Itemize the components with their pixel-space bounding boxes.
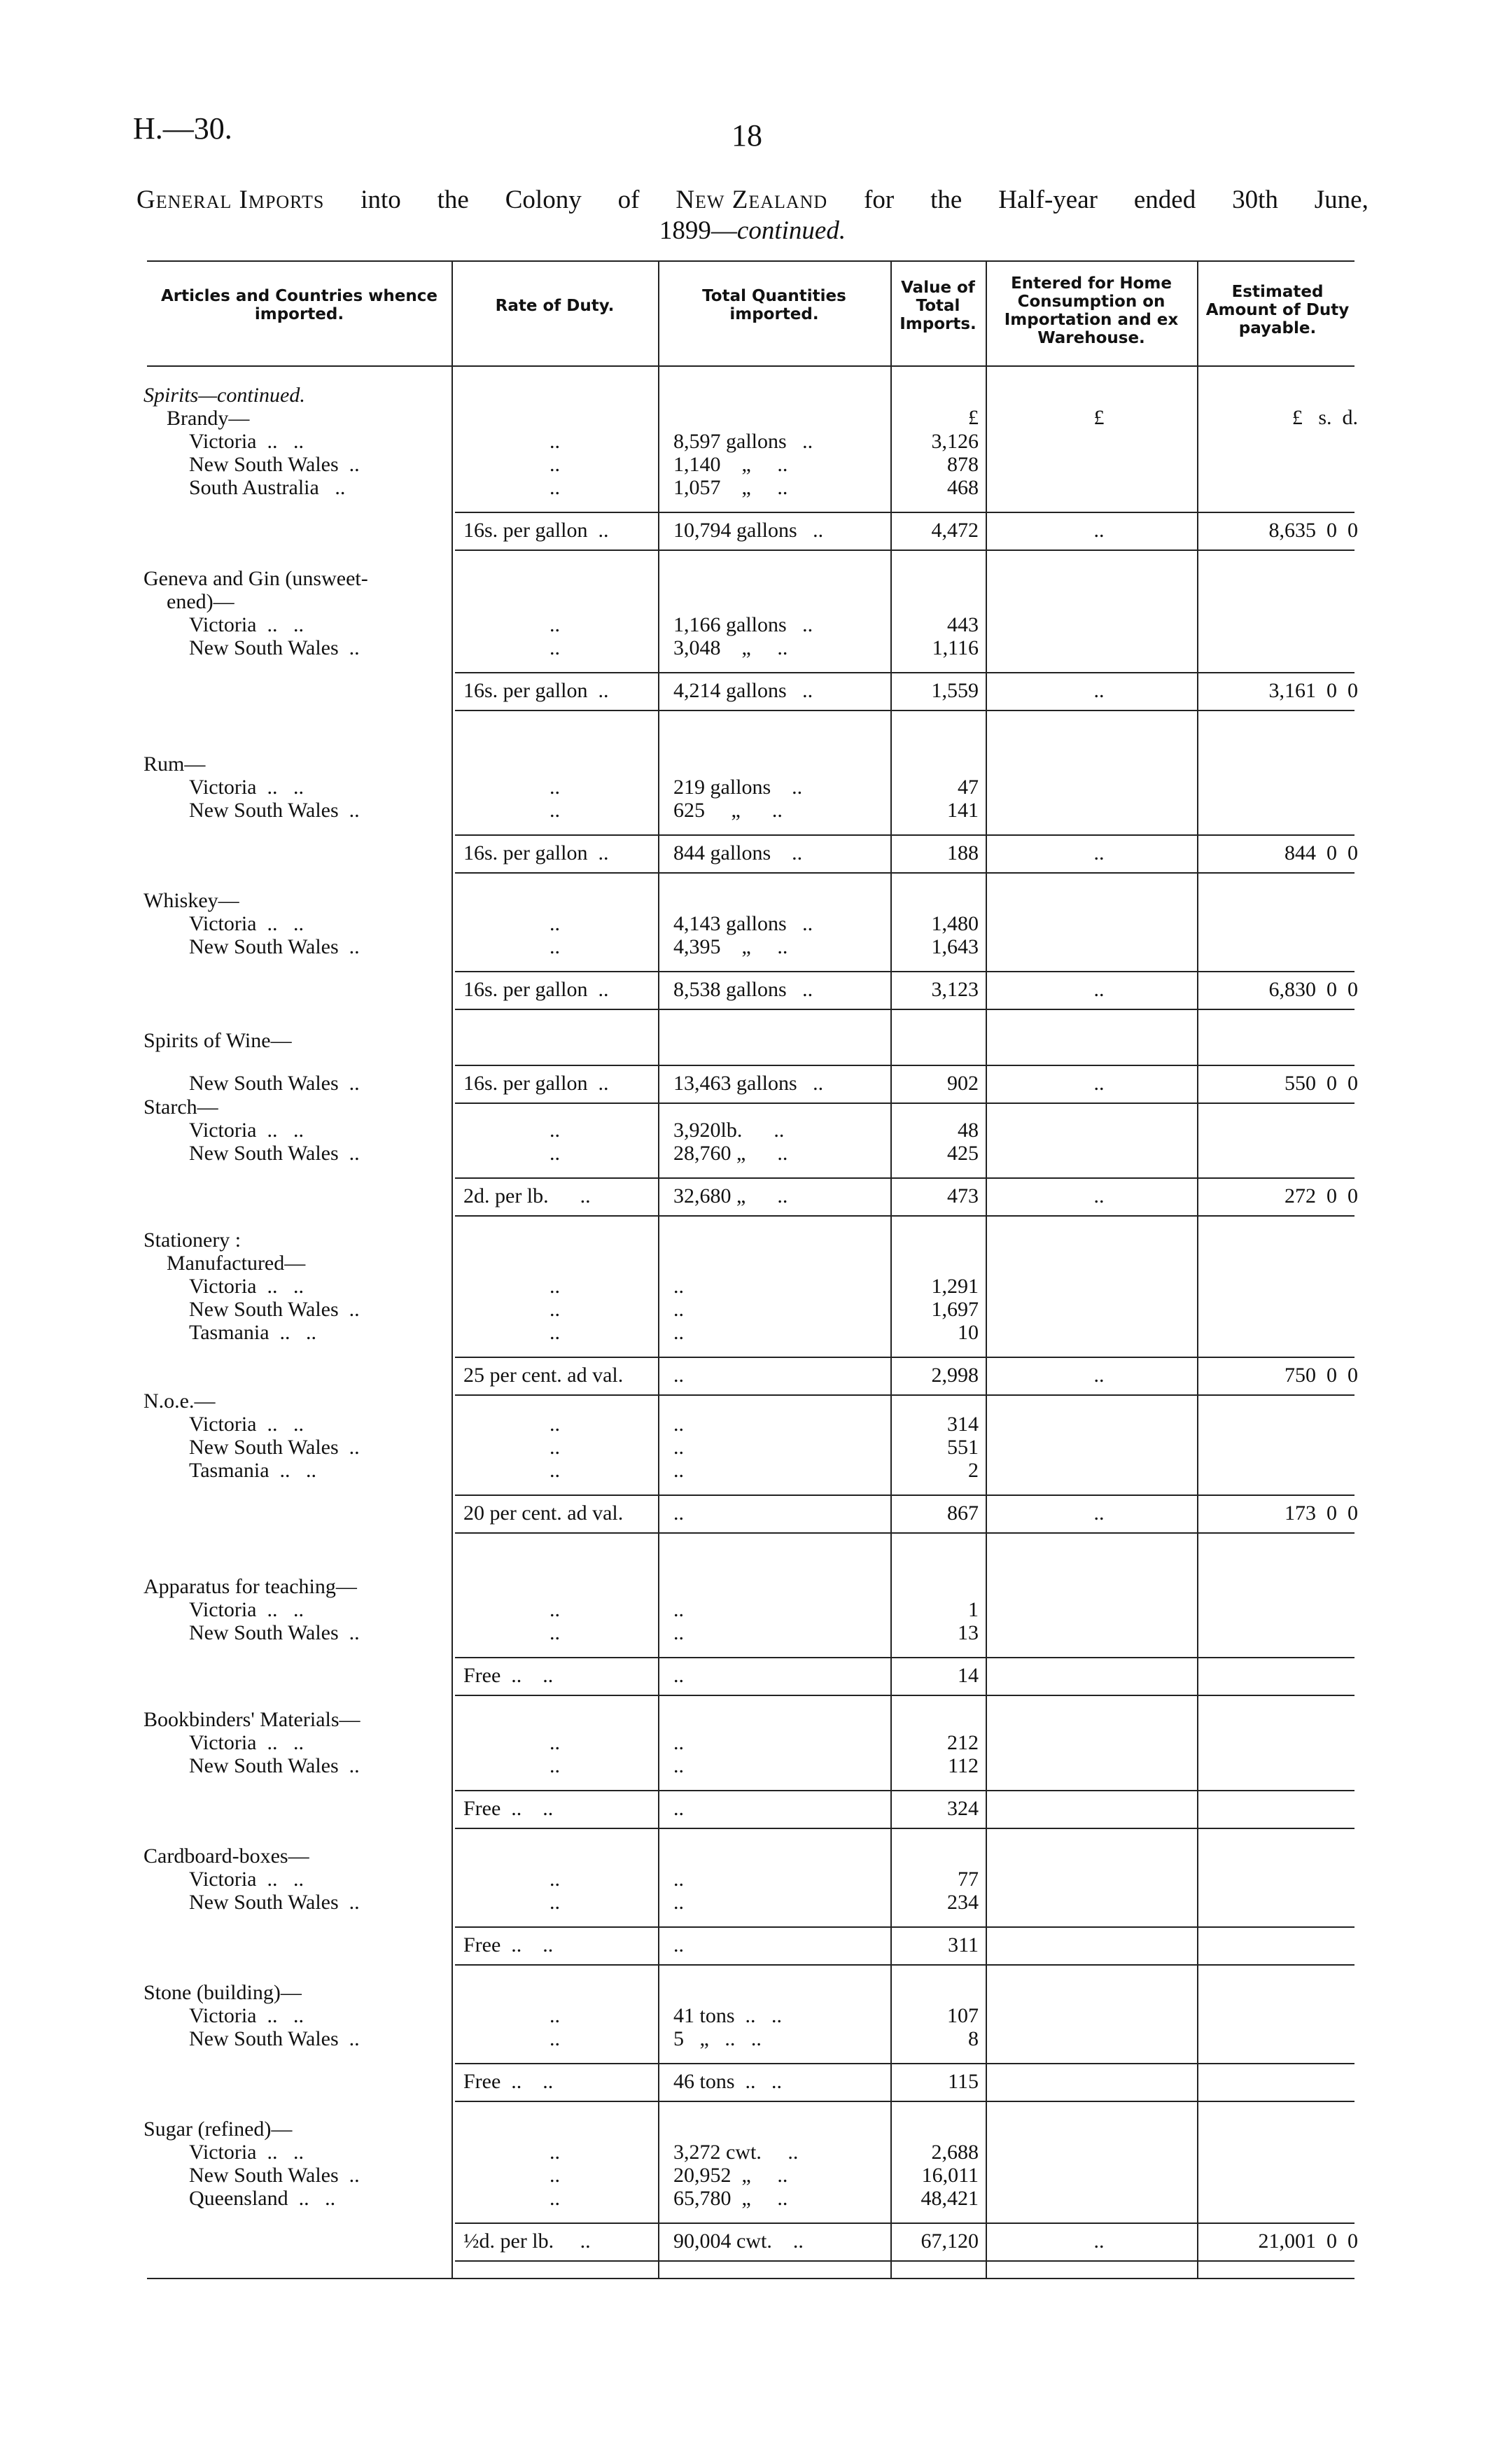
group-bottom-rule xyxy=(455,1964,1354,1966)
rate-cell: Free .. .. xyxy=(463,1664,554,1687)
quantity-cell: 4,214 gallons .. xyxy=(673,679,813,702)
value-cell: 1,116 xyxy=(932,636,979,659)
rate-cell: .. xyxy=(550,1436,560,1459)
title-word: 30th xyxy=(1232,186,1278,214)
rate-cell: .. xyxy=(550,1321,560,1344)
country-label: Victoria .. .. xyxy=(189,1598,304,1621)
unit-label-duty: £ s. d. xyxy=(1292,406,1358,429)
quantity-cell: .. xyxy=(673,1298,684,1321)
value-cell: 2,998 xyxy=(931,1364,979,1387)
group-total-rule xyxy=(455,1065,1354,1066)
country-label: Victoria .. .. xyxy=(189,2141,304,2164)
rate-cell: .. xyxy=(550,2141,560,2164)
rate-cell: 16s. per gallon .. xyxy=(463,841,609,864)
quantity-cell: .. xyxy=(673,1275,684,1298)
rate-cell: .. xyxy=(550,636,560,659)
title-word: the xyxy=(930,186,962,214)
rate-cell: .. xyxy=(550,1598,560,1621)
group-title: Spirits of Wine— xyxy=(144,1029,292,1052)
quantity-cell: 20,952 „ .. xyxy=(673,2164,788,2187)
country-label: New South Wales .. xyxy=(189,1891,360,1914)
header-bottom-rule xyxy=(147,365,1354,367)
duty-cell: 8,635 0 0 xyxy=(1268,519,1358,542)
country-label: South Australia .. xyxy=(189,476,346,499)
quantity-cell: 10,794 gallons .. xyxy=(673,519,824,542)
rate-cell: .. xyxy=(550,1413,560,1436)
title-word: into xyxy=(360,186,401,214)
quantity-cell: .. xyxy=(673,1797,684,1820)
group-subtitle: Brandy— xyxy=(167,407,250,430)
quantity-cell: .. xyxy=(673,1664,684,1687)
country-label: New South Wales .. xyxy=(189,1298,360,1321)
rate-cell: .. xyxy=(550,1868,560,1891)
quantity-cell: .. xyxy=(673,1598,684,1621)
value-cell: 234 xyxy=(947,1891,979,1914)
quantity-cell: .. xyxy=(673,1321,684,1344)
entered-cell: .. xyxy=(1093,978,1105,1001)
group-total-rule xyxy=(455,1926,1354,1928)
rate-cell: 16s. per gallon .. xyxy=(463,679,609,702)
value-cell: 425 xyxy=(947,1142,979,1165)
title-word: June, xyxy=(1314,186,1368,214)
header-top-rule xyxy=(147,260,1354,262)
quantity-cell: 46 tons .. .. xyxy=(673,2070,783,2093)
rate-cell: .. xyxy=(550,613,560,636)
col-header-duty: Estimated Amount of Duty payable. xyxy=(1205,283,1350,337)
country-label: Victoria .. .. xyxy=(189,1868,304,1891)
quantity-cell: 1,166 gallons .. xyxy=(673,613,813,636)
rate-cell: .. xyxy=(550,2187,560,2210)
country-label: Victoria .. .. xyxy=(189,2004,304,2027)
quantity-cell: 65,780 „ .. xyxy=(673,2187,788,2210)
quantity-cell: 32,680 „ .. xyxy=(673,1184,788,1208)
group-title: Bookbinders' Materials— xyxy=(144,1708,360,1731)
group-bottom-rule xyxy=(455,872,1354,874)
rate-cell: .. xyxy=(550,1731,560,1754)
country-label: New South Wales .. xyxy=(189,1142,360,1165)
title-word: General Imports xyxy=(136,186,325,214)
rate-cell: .. xyxy=(550,2164,560,2187)
rate-cell: 16s. per gallon .. xyxy=(463,978,609,1001)
group-title: Cardboard-boxes— xyxy=(144,1844,309,1868)
value-cell: 551 xyxy=(947,1436,979,1459)
group-bottom-rule xyxy=(455,1009,1354,1010)
value-cell: 878 xyxy=(947,453,979,476)
rate-cell: .. xyxy=(550,935,560,958)
group-total-rule xyxy=(455,672,1354,673)
entered-cell: .. xyxy=(1093,841,1105,864)
country-label: Victoria .. .. xyxy=(189,776,304,799)
quantity-cell: 1,057 „ .. xyxy=(673,476,788,499)
group-bottom-rule xyxy=(455,550,1354,551)
rate-cell: .. xyxy=(550,1298,560,1321)
country-label: Tasmania .. .. xyxy=(189,1459,317,1482)
quantity-cell: .. xyxy=(673,1933,684,1956)
value-cell: 3,126 xyxy=(931,430,979,453)
entered-cell: .. xyxy=(1093,1072,1105,1095)
rate-cell: 16s. per gallon .. xyxy=(463,519,609,542)
column-divider xyxy=(658,262,659,2278)
group-title: Starch— xyxy=(144,1096,218,1119)
quantity-cell: 4,143 gallons .. xyxy=(673,912,813,935)
rate-cell: Free .. .. xyxy=(463,2070,554,2093)
value-cell: 324 xyxy=(947,1797,979,1820)
unit-label-value: £ xyxy=(968,406,979,429)
value-cell: 311 xyxy=(948,1933,979,1956)
group-total-rule xyxy=(455,2063,1354,2064)
value-cell: 2,688 xyxy=(931,2141,979,2164)
col-header-entered: Entered for Home Consumption on Importation and ex Warehouse. xyxy=(1004,274,1179,347)
value-cell: 2 xyxy=(968,1459,979,1482)
group-title: Stationery : xyxy=(144,1228,241,1252)
value-cell: 1,480 xyxy=(931,912,979,935)
title-word: ended xyxy=(1133,186,1196,214)
value-cell: 212 xyxy=(947,1731,979,1754)
group-total-rule xyxy=(455,834,1354,836)
country-label: New South Wales .. xyxy=(189,1621,360,1644)
rate-cell: .. xyxy=(550,1891,560,1914)
value-cell: 107 xyxy=(947,2004,979,2027)
value-cell: 443 xyxy=(947,613,979,636)
value-cell: 3,123 xyxy=(931,978,979,1001)
value-cell: 314 xyxy=(947,1413,979,1436)
rate-cell: .. xyxy=(550,912,560,935)
group-title: Rum— xyxy=(144,752,206,776)
value-cell: 1,643 xyxy=(931,935,979,958)
quantity-cell: .. xyxy=(673,1502,684,1525)
country-label: New South Wales .. xyxy=(189,1072,360,1095)
group-bottom-rule xyxy=(455,2101,1354,2102)
value-cell: 48 xyxy=(958,1119,979,1142)
quantity-cell: 13,463 gallons .. xyxy=(673,1072,824,1095)
value-cell: 468 xyxy=(947,476,979,499)
group-title: Geneva and Gin (unsweet- xyxy=(144,567,368,590)
country-label: New South Wales .. xyxy=(189,453,360,476)
country-label: New South Wales .. xyxy=(189,2027,360,2050)
country-label: Victoria .. .. xyxy=(189,1731,304,1754)
group-bottom-rule xyxy=(455,2260,1354,2262)
page-reference: H.—30. xyxy=(133,111,232,146)
rate-cell: Free .. .. xyxy=(463,1797,554,1820)
rate-cell: .. xyxy=(550,776,560,799)
value-cell: 48,421 xyxy=(920,2187,979,2210)
entered-cell: .. xyxy=(1093,519,1105,542)
quantity-cell: .. xyxy=(673,1621,684,1644)
col-header-quantities: Total Quantities imported. xyxy=(702,287,846,323)
title-word: Half-year xyxy=(998,186,1098,214)
quantity-cell: 3,920lb. .. xyxy=(673,1119,785,1142)
group-title: N.o.e.— xyxy=(144,1390,216,1413)
group-total-rule xyxy=(455,1657,1354,1658)
quantity-cell: 219 gallons .. xyxy=(673,776,803,799)
duty-cell: 173 0 0 xyxy=(1284,1502,1358,1525)
value-cell: 867 xyxy=(947,1502,979,1525)
value-cell: 188 xyxy=(947,841,979,864)
value-cell: 77 xyxy=(958,1868,979,1891)
value-cell: 10 xyxy=(958,1321,979,1344)
quantity-cell: .. xyxy=(673,1731,684,1754)
duty-cell: 844 0 0 xyxy=(1284,841,1358,864)
group-bottom-rule xyxy=(455,710,1354,711)
group-title: Spirits—continued. xyxy=(144,384,305,407)
country-label: Victoria .. .. xyxy=(189,912,304,935)
country-label: Victoria .. .. xyxy=(189,1275,304,1298)
table-final-rule xyxy=(147,2278,1354,2279)
group-title: Sugar (refined)— xyxy=(144,2118,293,2141)
value-cell: 8 xyxy=(968,2027,979,2050)
rate-cell: .. xyxy=(550,2004,560,2027)
quantity-cell: 28,760 „ .. xyxy=(673,1142,788,1165)
group-subtitle: ened)— xyxy=(167,590,234,613)
quantity-cell: 844 gallons .. xyxy=(673,841,803,864)
country-label: New South Wales .. xyxy=(189,1754,360,1777)
value-cell: 473 xyxy=(947,1184,979,1208)
quantity-cell: 8,538 gallons .. xyxy=(673,978,813,1001)
title-word: New Zealand xyxy=(676,186,828,214)
quantity-cell: 1,140 „ .. xyxy=(673,453,788,476)
column-divider xyxy=(986,262,987,2278)
quantity-cell: 90,004 cwt. .. xyxy=(673,2230,804,2253)
value-cell: 1,559 xyxy=(931,679,979,702)
country-label: New South Wales .. xyxy=(189,799,360,822)
rate-cell: .. xyxy=(550,1459,560,1482)
rate-cell: .. xyxy=(550,1119,560,1142)
country-label: Victoria .. .. xyxy=(189,1119,304,1142)
value-cell: 13 xyxy=(958,1621,979,1644)
rate-cell: 16s. per gallon .. xyxy=(463,1072,609,1095)
group-total-rule xyxy=(455,1357,1354,1358)
quantity-cell: .. xyxy=(673,1459,684,1482)
rate-cell: .. xyxy=(550,1142,560,1165)
value-cell: 112 xyxy=(948,1754,979,1777)
rate-cell: .. xyxy=(550,453,560,476)
group-total-rule xyxy=(455,1177,1354,1179)
group-total-rule xyxy=(455,512,1354,513)
country-label: New South Wales .. xyxy=(189,636,360,659)
country-label: New South Wales .. xyxy=(189,2164,360,2187)
group-subtitle: Manufactured— xyxy=(167,1252,306,1275)
duty-cell: 272 0 0 xyxy=(1284,1184,1358,1208)
value-cell: 1 xyxy=(968,1598,979,1621)
quantity-cell: .. xyxy=(673,1436,684,1459)
title-word: of xyxy=(617,186,640,214)
col-header-rate: Rate of Duty. xyxy=(495,297,615,315)
quantity-cell: .. xyxy=(673,1891,684,1914)
group-bottom-rule xyxy=(455,1695,1354,1696)
rate-cell: Free .. .. xyxy=(463,1933,554,1956)
group-total-rule xyxy=(455,1790,1354,1791)
duty-cell: 6,830 0 0 xyxy=(1268,978,1358,1001)
entered-cell: .. xyxy=(1093,679,1105,702)
quantity-cell: .. xyxy=(673,1754,684,1777)
quantity-cell: 3,272 cwt. .. xyxy=(673,2141,799,2164)
quantity-cell: .. xyxy=(673,1364,684,1387)
entered-cell: .. xyxy=(1093,1502,1105,1525)
title-word: the xyxy=(437,186,469,214)
value-cell: 115 xyxy=(948,2070,979,2093)
group-total-rule xyxy=(455,971,1354,972)
title-continued: continued. xyxy=(736,216,846,245)
group-bottom-rule xyxy=(455,1215,1354,1217)
value-cell: 47 xyxy=(958,776,979,799)
quantity-cell: 3,048 „ .. xyxy=(673,636,788,659)
title-line-2 xyxy=(136,216,1368,246)
quantity-cell: 4,395 „ .. xyxy=(673,935,788,958)
column-divider xyxy=(451,262,453,2278)
quantity-cell: .. xyxy=(673,1868,684,1891)
group-title: Apparatus for teaching— xyxy=(144,1575,357,1598)
value-cell: 1,697 xyxy=(931,1298,979,1321)
unit-label-entered: £ xyxy=(1093,406,1105,429)
rate-cell: .. xyxy=(550,476,560,499)
value-cell: 67,120 xyxy=(920,2230,979,2253)
col-header-value: Value of Total Imports. xyxy=(899,279,976,333)
column-divider xyxy=(890,262,892,2278)
title-line-1 xyxy=(136,185,1368,216)
entered-cell: .. xyxy=(1093,1184,1105,1208)
country-label: Victoria .. .. xyxy=(189,613,304,636)
group-bottom-rule xyxy=(455,1394,1354,1396)
group-title: Whiskey— xyxy=(144,889,239,912)
title-year: 1899— xyxy=(659,216,737,245)
rate-cell: 25 per cent. ad val. xyxy=(463,1364,624,1387)
country-label: New South Wales .. xyxy=(189,935,360,958)
rate-cell: .. xyxy=(550,1621,560,1644)
duty-cell: 21,001 0 0 xyxy=(1258,2230,1358,2253)
column-divider xyxy=(1197,262,1198,2278)
value-cell: 902 xyxy=(947,1072,979,1095)
group-title: Stone (building)— xyxy=(144,1981,302,2004)
entered-cell: .. xyxy=(1093,2230,1105,2253)
page-title xyxy=(136,185,1368,246)
value-cell: 16,011 xyxy=(921,2164,979,2187)
country-label: Queensland .. .. xyxy=(189,2187,336,2210)
rate-cell: 2d. per lb. .. xyxy=(463,1184,591,1208)
quantity-cell: 41 tons .. .. xyxy=(673,2004,783,2027)
duty-cell: 750 0 0 xyxy=(1284,1364,1358,1387)
rate-cell: .. xyxy=(550,430,560,453)
quantity-cell: .. xyxy=(673,1413,684,1436)
value-cell: 1,291 xyxy=(931,1275,979,1298)
page-number: 18 xyxy=(732,118,762,153)
title-word: Colony xyxy=(505,186,582,214)
duty-cell: 550 0 0 xyxy=(1284,1072,1358,1095)
rate-cell: ½d. per lb. .. xyxy=(463,2230,591,2253)
quantity-cell: 625 „ .. xyxy=(673,799,783,822)
group-bottom-rule xyxy=(455,1828,1354,1829)
rate-cell: .. xyxy=(550,2027,560,2050)
rate-cell: .. xyxy=(550,799,560,822)
title-word: for xyxy=(864,186,895,214)
duty-cell: 3,161 0 0 xyxy=(1268,679,1358,702)
country-label: Victoria .. .. xyxy=(189,430,304,453)
value-cell: 4,472 xyxy=(931,519,979,542)
rate-cell: .. xyxy=(550,1275,560,1298)
entered-cell: .. xyxy=(1093,1364,1105,1387)
group-bottom-rule xyxy=(455,1102,1354,1104)
group-bottom-rule xyxy=(455,1532,1354,1534)
value-cell: 14 xyxy=(958,1664,979,1687)
group-total-rule xyxy=(455,1494,1354,1496)
country-label: Tasmania .. .. xyxy=(189,1321,317,1344)
country-label: New South Wales .. xyxy=(189,1436,360,1459)
quantity-cell: 5 „ .. .. xyxy=(673,2027,762,2050)
group-total-rule xyxy=(455,2222,1354,2224)
value-cell: 141 xyxy=(947,799,979,822)
rate-cell: .. xyxy=(550,1754,560,1777)
rate-cell: 20 per cent. ad val. xyxy=(463,1502,624,1525)
country-label: Victoria .. .. xyxy=(189,1413,304,1436)
quantity-cell: 8,597 gallons .. xyxy=(673,430,813,453)
col-header-articles: Articles and Countries whence imported. xyxy=(161,287,438,323)
